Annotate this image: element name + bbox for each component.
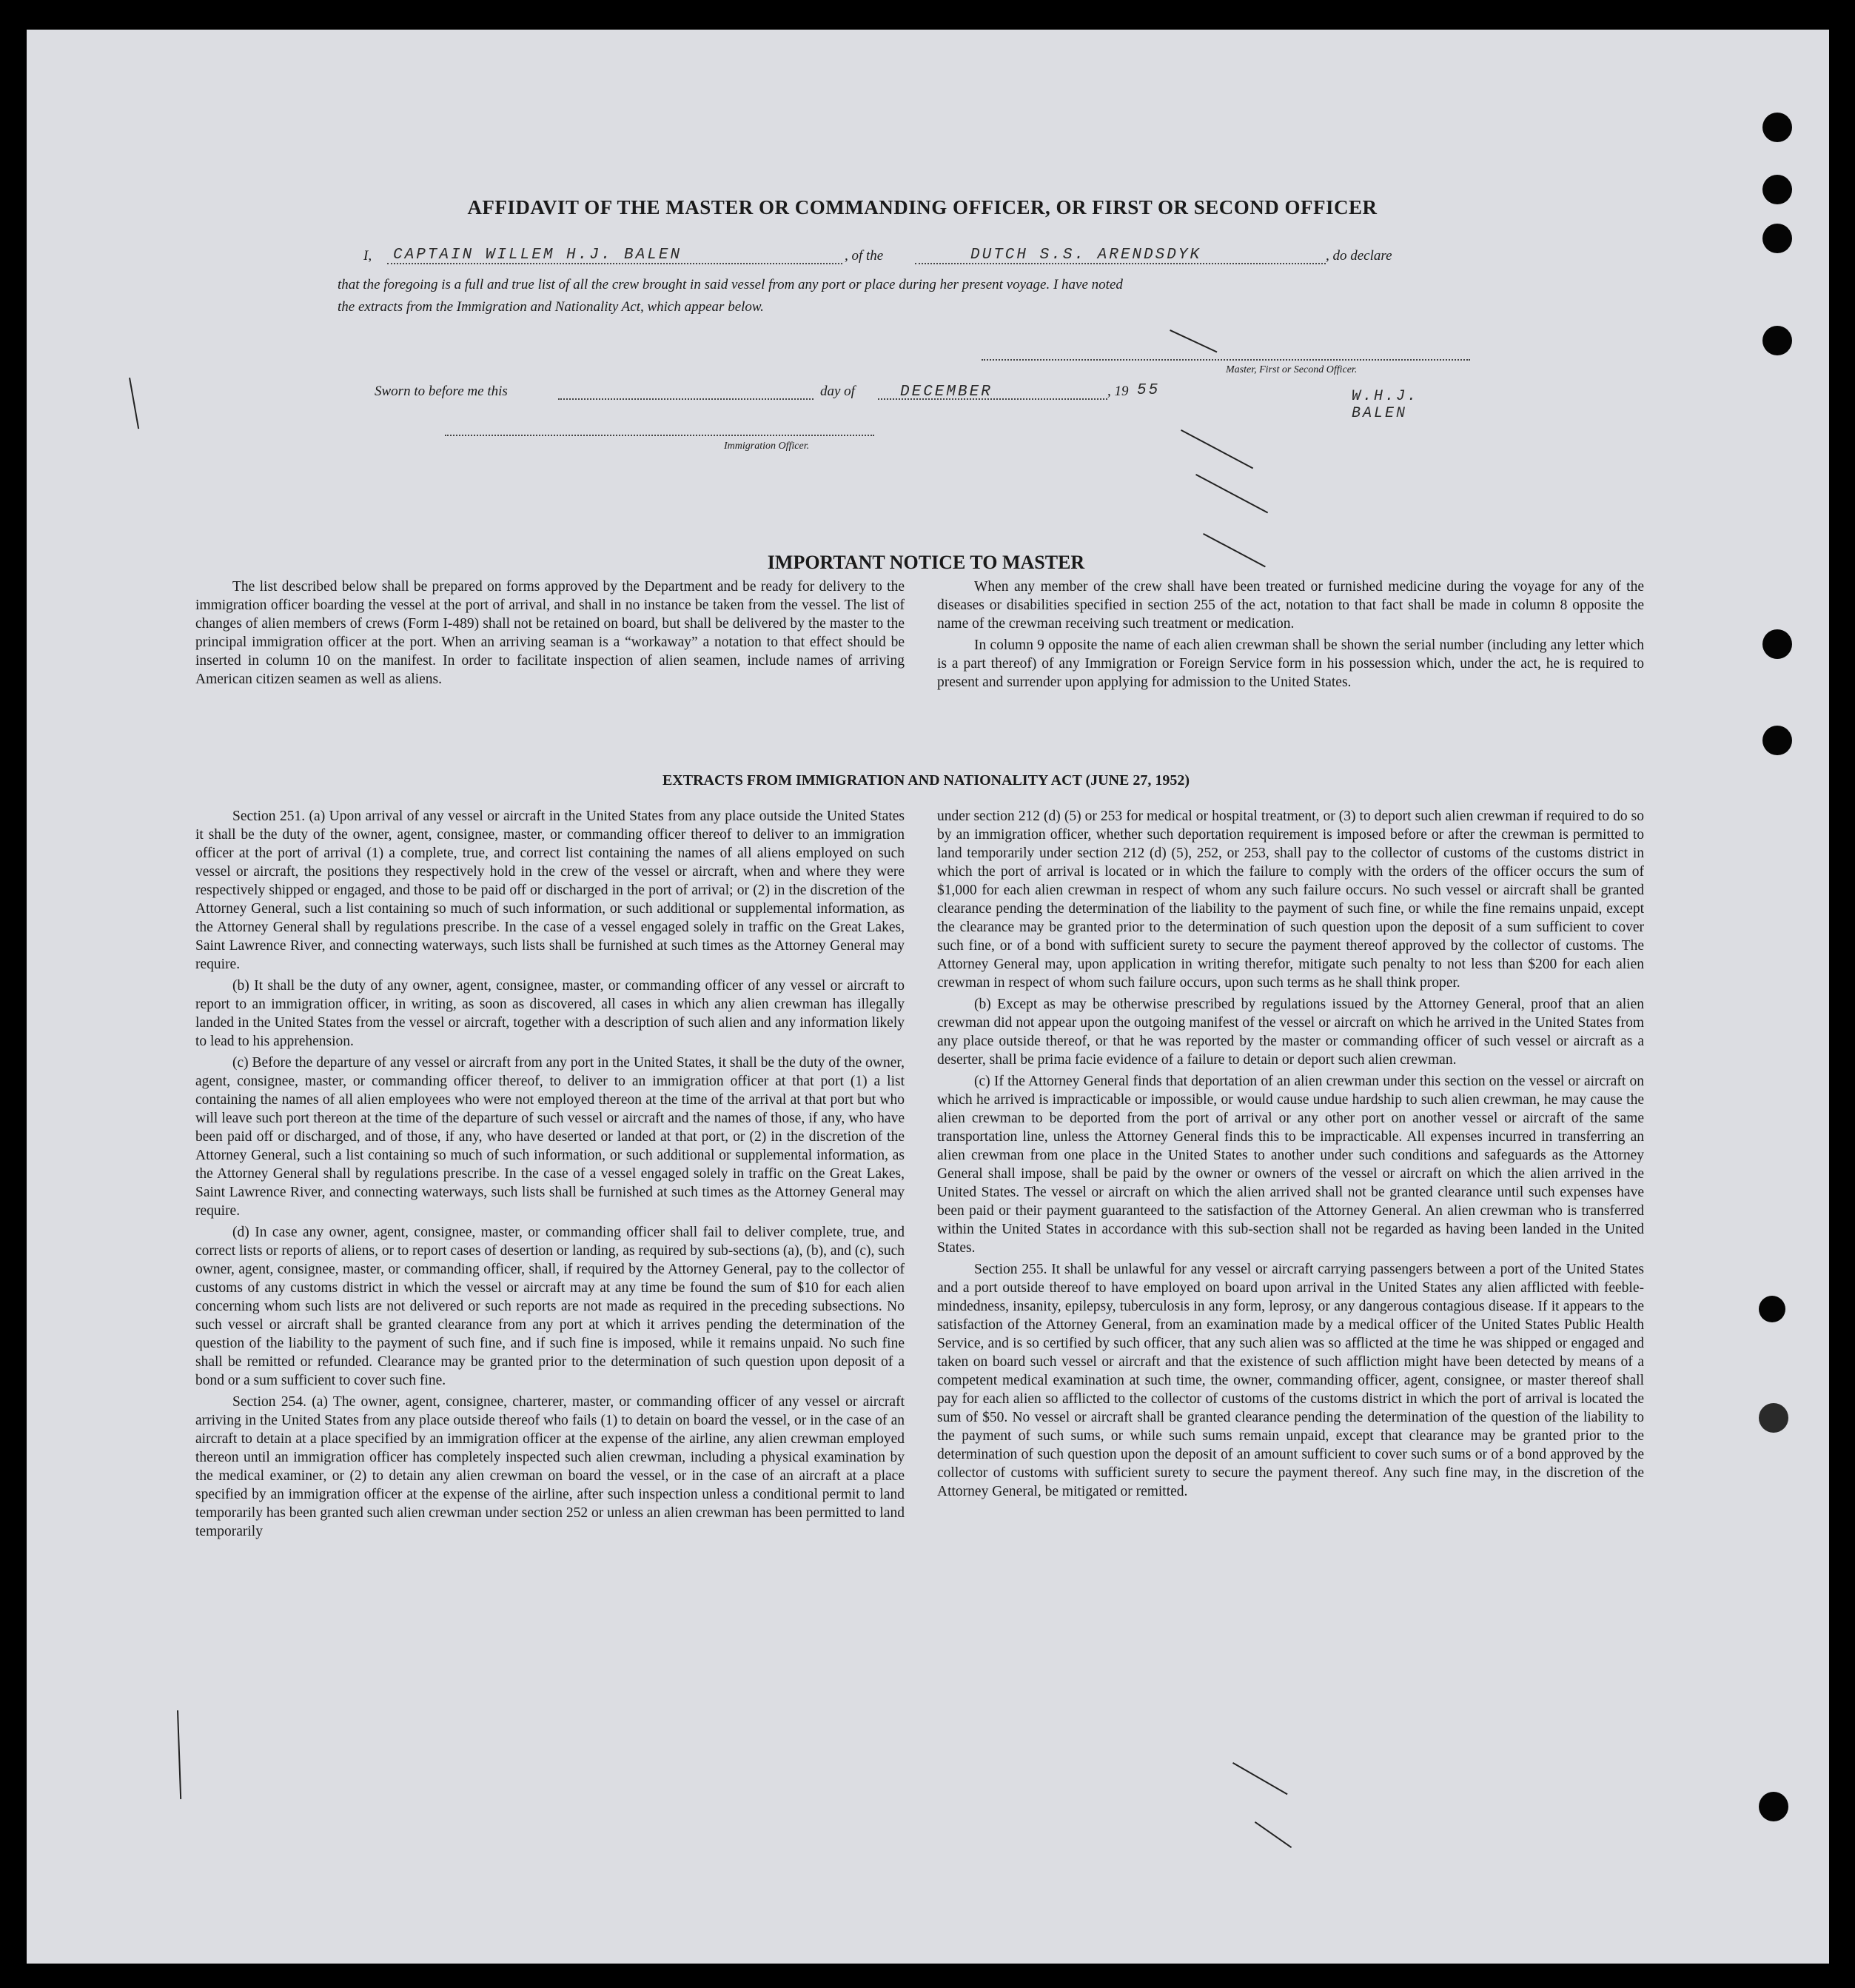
master-signature-line <box>982 359 1470 361</box>
document-page <box>27 30 1829 1964</box>
extracts-title: EXTRACTS FROM IMMIGRATION AND NATIONALITY ACT (JUNE 27, 1952) <box>662 772 1190 789</box>
day-of-text: day of <box>820 384 855 399</box>
pen-mark <box>1181 429 1253 469</box>
sworn-line <box>375 382 1485 422</box>
vessel-name-line <box>915 263 1326 264</box>
sworn-text: Sworn to before me this <box>375 384 508 399</box>
pen-mark <box>1170 329 1217 352</box>
sworn-day-line <box>558 398 814 400</box>
form-title: AFFIDAVIT OF THE MASTER OR COMMANDING OFFICER, OR FIRST OR SECOND OFFICER <box>467 196 1378 218</box>
immigration-officer-line <box>445 435 874 436</box>
section-255: Section 255. It shall be unlawful for any vessel or aircraft carrying passengers between a port of the United States and a port outside thereof to have employed on board upon arrival in the United States any alien afflicted with feeble-mindedness, insanity, epilepsy, tuberculosis in any form, leprosy, or any dangerous contagious disease. If it appears to the satisfaction of the Attorney General, from an examination made by a medical officer of the United States Public Health Service, and is so certified by such officer, that any such alien was so afflicted at the time he was shipped or engaged and taken on board such vessel or aircraft and that the existence of such affliction might have been detected by means of a competent medical examination at such time, the owner, commanding officer, agent, consignee, or master thereof shall pay for each alien so afflicted to the collector of customs of the customs district in which the port of arrival is located the sum of $50. No vessel or aircraft shall be granted clearance pending the determination of the question of the liability to the payment of such sums, or while such sums remain unpaid, except that clearance may be granted prior to the determination of such question upon the deposit of an amount sufficient to cover such sums or of a bond approved by the collector of customs with sufficient surety to secure the payment thereof. Any such fine may, in the discretion of the Attorney General, be mitigated or remitted. <box>937 1262 1644 1499</box>
section-254a-start: Section 254. (a) The owner, agent, consignee, charterer, master, or commanding officer of any vessel or aircraft arriving in the United States from any place outside thereof who fails (1) to detain on board the vessel, or in the case of an aircraft to detain at a place specified by an immigration officer at the expense of the airline, any alien crewman employed thereon until an immigration officer has completely inspected such alien crewman, including a physical examination by the medical examiner, or (2) to detain any alien crewman on board the vessel, or in the case of an aircraft at a place specified by an immigration officer at the expense of the airline, after such inspection unless a conditional permit to land temporarily has been granted such alien crewman under section 252 or unless an alien crewman has been permitted to land temporarily <box>195 1394 905 1539</box>
punch-hole <box>1762 326 1792 355</box>
notice-right <box>937 578 1644 695</box>
notice-left-text: The list described below shall be prepared on forms approved by the Department and be ready for delivery to the immigration officer boarding the vessel at the port of arrival, and shall in no instance be taken from the vessel. The list of changes of alien members of crews (Form I-489) shall not be retained on board, but shall be delivered by the master to the principal immigration officer at the port. When an arriving seaman is a “workaway” a notation to that effect should be inserted in column 10 on the manifest. In order to facilitate inspection of alien seamen, include names of arriving American citizen seamen as well as aliens. <box>195 579 905 687</box>
section-251b: (b) It shall be the duty of any owner, agent, consignee, master, or commanding officer of any vessel or aircraft to report to an immigration officer, in writing, as soon as discovered, all cases in which any alien crewman has illegally landed in the United States from the vessel or aircraft, together with a description of such alien and any information likely to lead to his apprehension. <box>195 978 905 1049</box>
extracts-right-column <box>937 807 1644 1504</box>
notice-right-text-1: When any member of the crew shall have been treated or furnished medicine during the voyage for any of the diseases or disabilities specified in section 255 of the act, notation to that fact shall be made in column 8 opposite the name of the crewman receiving such treatment or medication. <box>937 579 1644 632</box>
pen-mark <box>1203 533 1266 567</box>
year-prefix: , 19 <box>1107 384 1129 399</box>
declaration-do-declare: , do declare <box>1326 248 1392 264</box>
notice-right-text-2: In column 9 opposite the name of each alien crewman shall be shown the serial number (including any letter which is a part thereof) of any Immigration or Foreign Service form in his possession which, under the act, he is required to present and surrender upon applying for admission to the United States. <box>937 637 1644 690</box>
master-signature-label: Master, First or Second Officer. <box>1226 364 1358 375</box>
pen-mark <box>1255 1821 1292 1848</box>
year-value: 55 <box>1137 382 1161 399</box>
declaration-line-2: that the foregoing is a full and true list of all the crew brought in said vessel from any port or place during her present voyage. I have noted <box>338 277 1123 292</box>
punch-hole <box>1759 1792 1788 1821</box>
section-254c: (c) If the Attorney General finds that deportation of an alien crewman under this section on the vessel or aircraft on which he arrived is impracticable or impossible, or would cause undue hardship to such alien crewman, he may cause the alien crewman to be deported from the port of arrival or any other port on another vessel or aircraft of the same transportation line, unless the Attorney General finds this to be impracticable. All expenses incurred in transferring an alien crewman from one place in the United States to another under such conditions and safeguards as the Attorney General shall impose, shall be paid by the owner or owners of the vessel or aircraft on which the alien arrived in the United States. The vessel or aircraft on which the alien arrived shall not be granted clearance until such expenses have been paid or their payment guaranteed to the satisfaction of the Attorney General. An alien crewman who is transferred within the United States in accordance with this sub-section shall not be regarded as having been landed in the United States. <box>937 1074 1644 1256</box>
pen-mark <box>177 1710 181 1799</box>
declaration-line-3: the extracts from the Immigration and Nationality Act, which appear below. <box>338 299 764 315</box>
pen-mark <box>129 378 139 429</box>
signed-name: W.H.J. BALEN <box>1352 388 1419 422</box>
punch-hole <box>1759 1403 1788 1433</box>
declaration-line-1 <box>363 248 1511 270</box>
punch-hole <box>1762 175 1792 204</box>
master-name-line <box>387 263 842 264</box>
declaration-of-the: , of the <box>845 248 884 264</box>
pen-mark <box>1195 474 1268 513</box>
notice-left <box>195 578 905 692</box>
month-value: DECEMBER <box>900 384 993 401</box>
section-254b: (b) Except as may be otherwise prescribed by regulations issued by the Attorney General, proof that an alien crewman did not appear upon the outgoing manifest of the vessel or aircraft on which he arrived in the United States from any place outside thereof, or that he was reported by the master or commanding officer of such vessel or aircraft as a deserter, shall be prima facie evidence of a failure to detain or deport such alien crewman. <box>937 997 1644 1068</box>
section-251d: (d) In case any owner, agent, consignee, master, or commanding officer shall fail to deliver complete, true, and correct lists or reports of aliens, or to report cases of desertion or landing, as required by sub-sections (a), (b), and (c), such owner, agent, consignee, master, or commanding officer, shall, if required by the Attorney General, pay to the collector of customs of any customs district in which the vessel or aircraft may at any time be found the sum of $10 for each alien concerning whom such lists are not delivered or such reports are not made as required in the preceding subsections. No such vessel or aircraft shall be granted clearance from any port at which it arrives pending the determination of the question of the liability to the payment of such fine, and if such fine is imposed, while it remains unpaid. No such fine shall be remitted or refunded. Clearance may be granted prior to the determination of such question upon deposit of a bond or a sum sufficient to cover such fine. <box>195 1225 905 1388</box>
master-name: CAPTAIN WILLEM H.J. BALEN <box>393 247 682 264</box>
pen-mark <box>1232 1762 1288 1795</box>
section-254a-cont: under section 212 (d) (5) or 253 for medical or hospital treatment, or (3) to deport such alien crewman if required to do so by an immigration officer, whether such deportation requirement is imposed before or after the crewman is permitted to land temporarily under section 212 (d) (5), 252, or 253, shall pay to the collector of customs of the customs district in which the port of arrival is located or in which the failure to comply with the orders of the officer occurs the sum of $1,000 for each alien crewman in respect of whom any such failure occurs. No such vessel or aircraft shall be granted clearance pending the determination of the liability to the payment of such fine, or while the fine remains unpaid, except the clearance may be granted prior to the determination of such question upon the deposit of a sum sufficient to cover such fine, or of a bond with sufficient surety to secure the payment thereof approved by the collector of customs. The Attorney General may, upon application in writing therefor, mitigate such penalty to not less than $200 for each alien crewman in respect of whom such failure occurs, upon such terms as he shall think proper. <box>937 809 1644 991</box>
notice-title: IMPORTANT NOTICE TO MASTER <box>767 552 1085 573</box>
extracts-left-column <box>195 807 905 1544</box>
punch-hole <box>1762 726 1792 755</box>
punch-hole <box>1762 113 1792 142</box>
punch-hole <box>1762 224 1792 253</box>
section-251c: (c) Before the departure of any vessel or aircraft from any port in the United States, it shall be the duty of the owner, agent, consignee, master, or commanding officer thereof, to deliver to an immigration officer at that port (1) a list containing the names of all alien employees who were not employed thereon at the time of the arrival at that port but who will leave such port thereon at the time of the departure of such vessel or aircraft and the names of those, if any, who have been paid off or discharged, and of those, if any, who have deserted or landed at that port, or (2) in the discretion of the Attorney General, such a list containing so much of such information, or such additional or supplemental information, as the Attorney General shall by regulations prescribe. In the case of a vessel engaged solely in traffic on the Great Lakes, Saint Lawrence River, and connecting waterways, such lists shall be furnished at such times as the Attorney General may require. <box>195 1055 905 1219</box>
declaration-i: I, <box>363 248 372 264</box>
vessel-name: DUTCH S.S. ARENDSDYK <box>970 247 1202 264</box>
punch-hole <box>1762 629 1792 659</box>
punch-hole <box>1759 1296 1785 1322</box>
month-line <box>878 398 1107 400</box>
section-251a: Section 251. (a) Upon arrival of any vessel or aircraft in the United States from any place outside the United States it shall be the duty of the owner, agent, consignee, master, or commanding officer thereof to deliver to an immigration officer at the port of arrival (1) a complete, true, and correct list containing the names of all aliens employed on such vessel or aircraft, the positions they respectively hold in the crew of the vessel or aircraft, when and where they were respectively shipped or engaged, and those to be paid off or discharged in the port of arrival; or (2) in the discretion of the Attorney General, such a list containing so much of such information, or such additional or supplemental information, as the Attorney General shall by regulations prescribe. In the case of a vessel engaged solely in traffic on the Great Lakes, Saint Lawrence River, and connecting waterways, such lists shall be furnished at such times as the Attorney General may require. <box>195 809 905 972</box>
immigration-officer-label: Immigration Officer. <box>724 441 810 452</box>
